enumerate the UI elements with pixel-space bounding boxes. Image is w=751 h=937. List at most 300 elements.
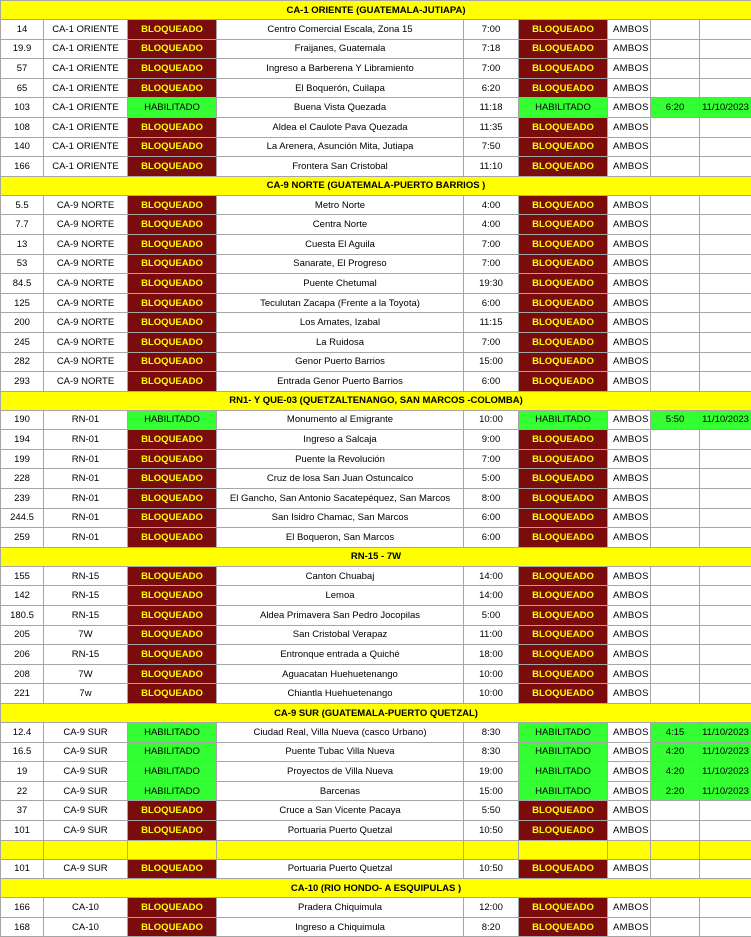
reopen-time-cell — [651, 332, 700, 352]
reopen-time-cell — [651, 293, 700, 313]
reopen-time-cell — [651, 372, 700, 392]
reopen-time-cell — [651, 234, 700, 254]
road-cell: 7w — [44, 684, 128, 704]
direction-cell: AMBOS — [608, 410, 651, 430]
reopen-time-cell — [651, 664, 700, 684]
road-cell: CA-1 ORIENTE — [44, 137, 128, 157]
time-cell: 7:00 — [464, 59, 519, 79]
blank-cell — [44, 840, 128, 859]
blank-cell — [464, 840, 519, 859]
road-cell: CA-9 NORTE — [44, 254, 128, 274]
reopen-time-cell — [651, 508, 700, 528]
place-cell: Proyectos de Villa Nueva — [217, 762, 464, 782]
time-cell: 10:50 — [464, 859, 519, 879]
direction-cell: AMBOS — [608, 59, 651, 79]
road-cell: RN-15 — [44, 586, 128, 606]
road-cell: CA-1 ORIENTE — [44, 157, 128, 177]
table-row — [1, 625, 751, 645]
time-cell: 5:00 — [464, 606, 519, 626]
place-cell: Barcenas — [217, 781, 464, 801]
place-cell: San Cristobal Verapaz — [217, 625, 464, 645]
status2-cell: BLOQUEADO — [519, 20, 608, 40]
table-row — [1, 684, 751, 704]
road-cell: CA-1 ORIENTE — [44, 98, 128, 118]
table-row — [1, 98, 751, 118]
km-cell: 208 — [1, 664, 44, 684]
table-row — [1, 78, 751, 98]
time-cell: 10:00 — [464, 684, 519, 704]
km-cell: 37 — [1, 801, 44, 821]
section-title: RN1- Y QUE-03 (QUETZALTENANGO, SAN MARCOS -COLOMBA) — [1, 391, 751, 410]
km-cell: 53 — [1, 254, 44, 274]
time-cell: 4:00 — [464, 195, 519, 215]
time-cell: 14:00 — [464, 586, 519, 606]
place-cell: El Boquerón, Cuilapa — [217, 78, 464, 98]
status2-cell: BLOQUEADO — [519, 859, 608, 879]
road-cell: RN-01 — [44, 489, 128, 509]
time-cell: 8:20 — [464, 917, 519, 937]
time-cell: 7:00 — [464, 234, 519, 254]
time-cell: 7:00 — [464, 449, 519, 469]
status-cell: BLOQUEADO — [128, 274, 217, 294]
km-cell: 101 — [1, 820, 44, 840]
section-header — [1, 879, 751, 898]
direction-cell: AMBOS — [608, 234, 651, 254]
place-cell: El Boqueron, San Marcos — [217, 528, 464, 548]
status-cell: HABILITADO — [128, 98, 217, 118]
km-cell: 5.5 — [1, 195, 44, 215]
road-cell: CA-9 NORTE — [44, 195, 128, 215]
direction-cell: AMBOS — [608, 469, 651, 489]
direction-cell: AMBOS — [608, 20, 651, 40]
time-cell: 7:00 — [464, 254, 519, 274]
section-title: RN-15 - 7W — [1, 547, 751, 566]
time-cell: 18:00 — [464, 645, 519, 665]
status2-cell: BLOQUEADO — [519, 215, 608, 235]
road-cell: CA-10 — [44, 917, 128, 937]
reopen-time-cell — [651, 59, 700, 79]
km-cell: 282 — [1, 352, 44, 372]
table-row — [1, 313, 751, 333]
status2-cell: BLOQUEADO — [519, 508, 608, 528]
blank-cell — [217, 840, 464, 859]
status-cell: BLOQUEADO — [128, 195, 217, 215]
table-row — [1, 449, 751, 469]
km-cell: 199 — [1, 449, 44, 469]
reopen-time-cell — [651, 430, 700, 450]
reopen-date-cell — [700, 566, 751, 586]
table-row — [1, 801, 751, 821]
reopen-time-cell — [651, 20, 700, 40]
direction-cell: AMBOS — [608, 606, 651, 626]
reopen-time-cell — [651, 801, 700, 821]
km-cell: 200 — [1, 313, 44, 333]
status-cell: HABILITADO — [128, 723, 217, 743]
reopen-time-cell — [651, 274, 700, 294]
status-cell: BLOQUEADO — [128, 234, 217, 254]
km-cell: 19 — [1, 762, 44, 782]
blank-cell — [608, 840, 651, 859]
place-cell: Chiantla Huehuetenango — [217, 684, 464, 704]
reopen-date-cell — [700, 274, 751, 294]
reopen-date-cell — [700, 664, 751, 684]
road-cell: CA-1 ORIENTE — [44, 20, 128, 40]
section-title: CA-9 NORTE (GUATEMALA-PUERTO BARRIOS ) — [1, 176, 751, 195]
reopen-time-cell — [651, 137, 700, 157]
time-cell: 10:00 — [464, 664, 519, 684]
reopen-date-cell — [700, 293, 751, 313]
road-cell: CA-9 NORTE — [44, 352, 128, 372]
status2-cell: BLOQUEADO — [519, 332, 608, 352]
status-cell: BLOQUEADO — [128, 645, 217, 665]
status2-cell: BLOQUEADO — [519, 664, 608, 684]
place-cell: Lemoa — [217, 586, 464, 606]
time-cell: 11:18 — [464, 98, 519, 118]
direction-cell: AMBOS — [608, 820, 651, 840]
time-cell: 7:00 — [464, 20, 519, 40]
place-cell: Metro Norte — [217, 195, 464, 215]
status2-cell: BLOQUEADO — [519, 293, 608, 313]
time-cell: 7:50 — [464, 137, 519, 157]
direction-cell: AMBOS — [608, 801, 651, 821]
time-cell: 5:50 — [464, 801, 519, 821]
status2-cell: BLOQUEADO — [519, 684, 608, 704]
road-cell: RN-01 — [44, 410, 128, 430]
reopen-date-cell — [700, 469, 751, 489]
reopen-date-cell — [700, 117, 751, 137]
road-cell: CA-9 NORTE — [44, 215, 128, 235]
time-cell: 8:00 — [464, 489, 519, 509]
reopen-date-cell: 11/10/2023 — [700, 98, 751, 118]
reopen-date-cell — [700, 859, 751, 879]
reopen-date-cell — [700, 137, 751, 157]
blank-cell — [700, 840, 751, 859]
km-cell: 166 — [1, 157, 44, 177]
time-cell: 8:30 — [464, 723, 519, 743]
section-title: CA-9 SUR (GUATEMALA-PUERTO QUETZAL) — [1, 704, 751, 723]
km-cell: 84.5 — [1, 274, 44, 294]
table-row — [1, 664, 751, 684]
direction-cell: AMBOS — [608, 449, 651, 469]
status-cell: BLOQUEADO — [128, 313, 217, 333]
direction-cell: AMBOS — [608, 274, 651, 294]
road-cell: CA-9 SUR — [44, 762, 128, 782]
time-cell: 11:15 — [464, 313, 519, 333]
place-cell: Cruce a San Vicente Pacaya — [217, 801, 464, 821]
time-cell: 7:18 — [464, 39, 519, 59]
km-cell: 244.5 — [1, 508, 44, 528]
table-row — [1, 215, 751, 235]
place-cell: Entronque entrada a Quiché — [217, 645, 464, 665]
status-cell: HABILITADO — [128, 742, 217, 762]
place-cell: Sanarate, El Progreso — [217, 254, 464, 274]
place-cell: Ingreso a Salcaja — [217, 430, 464, 450]
status-cell: HABILITADO — [128, 410, 217, 430]
place-cell: Puente Chetumal — [217, 274, 464, 294]
time-cell: 6:20 — [464, 78, 519, 98]
road-cell: CA-9 SUR — [44, 820, 128, 840]
time-cell: 19:00 — [464, 762, 519, 782]
status2-cell: BLOQUEADO — [519, 195, 608, 215]
time-cell: 12:00 — [464, 898, 519, 918]
direction-cell: AMBOS — [608, 117, 651, 137]
direction-cell: AMBOS — [608, 917, 651, 937]
km-cell: 125 — [1, 293, 44, 313]
table-row — [1, 137, 751, 157]
table-row — [1, 508, 751, 528]
reopen-time-cell — [651, 78, 700, 98]
reopen-time-cell: 4:15 — [651, 723, 700, 743]
km-cell: 155 — [1, 566, 44, 586]
place-cell: El Gancho, San Antonio Sacatepéquez, San Marcos — [217, 489, 464, 509]
reopen-date-cell — [700, 254, 751, 274]
status2-cell: BLOQUEADO — [519, 469, 608, 489]
km-cell: 140 — [1, 137, 44, 157]
time-cell: 14:00 — [464, 566, 519, 586]
place-cell: Cuesta El Aguila — [217, 234, 464, 254]
table-row — [1, 820, 751, 840]
status2-cell: BLOQUEADO — [519, 78, 608, 98]
reopen-time-cell — [651, 117, 700, 137]
status-cell: HABILITADO — [128, 781, 217, 801]
section-header — [1, 1, 751, 20]
direction-cell: AMBOS — [608, 723, 651, 743]
table-row — [1, 117, 751, 137]
reopen-time-cell — [651, 352, 700, 372]
status2-cell: BLOQUEADO — [519, 820, 608, 840]
reopen-date-cell — [700, 625, 751, 645]
direction-cell: AMBOS — [608, 625, 651, 645]
time-cell: 15:00 — [464, 781, 519, 801]
reopen-time-cell — [651, 528, 700, 548]
reopen-date-cell — [700, 449, 751, 469]
reopen-time-cell — [651, 684, 700, 704]
blank-cell — [651, 840, 700, 859]
km-cell: 293 — [1, 372, 44, 392]
place-cell: Monumento al Emigrante — [217, 410, 464, 430]
status-cell: BLOQUEADO — [128, 664, 217, 684]
table-row — [1, 898, 751, 918]
km-cell: 7.7 — [1, 215, 44, 235]
status2-cell: BLOQUEADO — [519, 313, 608, 333]
place-cell: Fraijanes, Guatemala — [217, 39, 464, 59]
reopen-date-cell: 11/10/2023 — [700, 781, 751, 801]
table-row — [1, 723, 751, 743]
direction-cell: AMBOS — [608, 586, 651, 606]
road-cell: RN-15 — [44, 606, 128, 626]
reopen-date-cell — [700, 78, 751, 98]
status-cell: BLOQUEADO — [128, 449, 217, 469]
reopen-date-cell — [700, 39, 751, 59]
reopen-time-cell — [651, 195, 700, 215]
status2-cell: BLOQUEADO — [519, 254, 608, 274]
reopen-time-cell — [651, 820, 700, 840]
reopen-time-cell — [651, 449, 700, 469]
place-cell: Buena Vista Quezada — [217, 98, 464, 118]
section-title: CA-1 ORIENTE (GUATEMALA-JUTIAPA) — [1, 1, 751, 20]
reopen-time-cell — [651, 645, 700, 665]
status-cell: BLOQUEADO — [128, 59, 217, 79]
time-cell: 15:00 — [464, 352, 519, 372]
table-row — [1, 762, 751, 782]
table-row — [1, 20, 751, 40]
road-cell: CA-1 ORIENTE — [44, 117, 128, 137]
reopen-time-cell — [651, 157, 700, 177]
km-cell: 57 — [1, 59, 44, 79]
status2-cell: BLOQUEADO — [519, 137, 608, 157]
km-cell: 22 — [1, 781, 44, 801]
place-cell: Ingreso a Barberena Y Libramiento — [217, 59, 464, 79]
direction-cell: AMBOS — [608, 528, 651, 548]
km-cell: 245 — [1, 332, 44, 352]
status2-cell: HABILITADO — [519, 98, 608, 118]
direction-cell: AMBOS — [608, 78, 651, 98]
place-cell: La Ruidosa — [217, 332, 464, 352]
status2-cell: BLOQUEADO — [519, 645, 608, 665]
reopen-time-cell — [651, 313, 700, 333]
status-cell: BLOQUEADO — [128, 469, 217, 489]
section-header — [1, 176, 751, 195]
status2-cell: HABILITADO — [519, 742, 608, 762]
reopen-date-cell: 11/10/2023 — [700, 762, 751, 782]
time-cell: 6:00 — [464, 528, 519, 548]
km-cell: 12.4 — [1, 723, 44, 743]
reopen-date-cell — [700, 157, 751, 177]
direction-cell: AMBOS — [608, 859, 651, 879]
status2-cell: HABILITADO — [519, 781, 608, 801]
reopen-date-cell — [700, 430, 751, 450]
place-cell: Puente Tubac Villa Nueva — [217, 742, 464, 762]
reopen-time-cell — [651, 917, 700, 937]
road-cell: CA-1 ORIENTE — [44, 59, 128, 79]
place-cell: Frontera San Cristobal — [217, 157, 464, 177]
km-cell: 14 — [1, 20, 44, 40]
status-cell: BLOQUEADO — [128, 254, 217, 274]
reopen-date-cell — [700, 684, 751, 704]
reopen-time-cell — [651, 215, 700, 235]
km-cell: 190 — [1, 410, 44, 430]
status2-cell: BLOQUEADO — [519, 528, 608, 548]
reopen-date-cell: 11/10/2023 — [700, 742, 751, 762]
km-cell: 13 — [1, 234, 44, 254]
direction-cell: AMBOS — [608, 352, 651, 372]
section-header — [1, 704, 751, 723]
status-cell: BLOQUEADO — [128, 157, 217, 177]
direction-cell: AMBOS — [608, 137, 651, 157]
status-cell: BLOQUEADO — [128, 801, 217, 821]
place-cell: Portuaria Puerto Quetzal — [217, 820, 464, 840]
road-cell: CA-9 NORTE — [44, 332, 128, 352]
road-cell: RN-01 — [44, 469, 128, 489]
direction-cell: AMBOS — [608, 98, 651, 118]
place-cell: Ciudad Real, Villa Nueva (casco Urbano) — [217, 723, 464, 743]
reopen-date-cell — [700, 332, 751, 352]
status-cell: BLOQUEADO — [128, 898, 217, 918]
table-row — [1, 293, 751, 313]
table-row — [1, 157, 751, 177]
table-row — [1, 645, 751, 665]
status2-cell: BLOQUEADO — [519, 801, 608, 821]
road-cell: CA-9 SUR — [44, 859, 128, 879]
reopen-time-cell — [651, 625, 700, 645]
status-cell: BLOQUEADO — [128, 508, 217, 528]
time-cell: 7:00 — [464, 332, 519, 352]
reopen-time-cell — [651, 606, 700, 626]
reopen-date-cell — [700, 215, 751, 235]
road-cell: CA-9 NORTE — [44, 274, 128, 294]
status2-cell: BLOQUEADO — [519, 234, 608, 254]
status-cell: BLOQUEADO — [128, 430, 217, 450]
road-cell: CA-9 NORTE — [44, 293, 128, 313]
place-cell: Aldea Primavera San Pedro Jocopilas — [217, 606, 464, 626]
place-cell: San Isidro Chamac, San Marcos — [217, 508, 464, 528]
km-cell: 142 — [1, 586, 44, 606]
reopen-date-cell — [700, 195, 751, 215]
status-cell: BLOQUEADO — [128, 820, 217, 840]
reopen-date-cell — [700, 313, 751, 333]
road-cell: CA-9 NORTE — [44, 372, 128, 392]
status2-cell: BLOQUEADO — [519, 625, 608, 645]
direction-cell: AMBOS — [608, 313, 651, 333]
direction-cell: AMBOS — [608, 566, 651, 586]
direction-cell: AMBOS — [608, 254, 651, 274]
direction-cell: AMBOS — [608, 215, 651, 235]
direction-cell: AMBOS — [608, 39, 651, 59]
status-cell: BLOQUEADO — [128, 117, 217, 137]
time-cell: 4:00 — [464, 215, 519, 235]
status2-cell: BLOQUEADO — [519, 117, 608, 137]
reopen-date-cell — [700, 352, 751, 372]
place-cell: Los Amates, Izabal — [217, 313, 464, 333]
road-cell: CA-9 NORTE — [44, 313, 128, 333]
status2-cell: BLOQUEADO — [519, 449, 608, 469]
status-cell: BLOQUEADO — [128, 332, 217, 352]
road-cell: CA-9 SUR — [44, 781, 128, 801]
status2-cell: BLOQUEADO — [519, 157, 608, 177]
status-cell: BLOQUEADO — [128, 215, 217, 235]
road-cell: RN-15 — [44, 566, 128, 586]
km-cell: 101 — [1, 859, 44, 879]
reopen-time-cell — [651, 489, 700, 509]
status2-cell: BLOQUEADO — [519, 59, 608, 79]
blank-cell — [519, 840, 608, 859]
table-row — [1, 195, 751, 215]
reopen-date-cell — [700, 645, 751, 665]
reopen-time-cell — [651, 566, 700, 586]
place-cell: Entrada Genor Puerto Barrios — [217, 372, 464, 392]
direction-cell: AMBOS — [608, 157, 651, 177]
km-cell: 180.5 — [1, 606, 44, 626]
status-cell: BLOQUEADO — [128, 684, 217, 704]
status-cell: BLOQUEADO — [128, 20, 217, 40]
road-cell: CA-9 SUR — [44, 801, 128, 821]
direction-cell: AMBOS — [608, 508, 651, 528]
km-cell: 65 — [1, 78, 44, 98]
reopen-date-cell — [700, 917, 751, 937]
place-cell: Cruz de losa San Juan Ostuncalco — [217, 469, 464, 489]
place-cell: Pradera Chiquimula — [217, 898, 464, 918]
reopen-date-cell: 11/10/2023 — [700, 410, 751, 430]
direction-cell: AMBOS — [608, 762, 651, 782]
status-cell: BLOQUEADO — [128, 39, 217, 59]
direction-cell: AMBOS — [608, 430, 651, 450]
direction-cell: AMBOS — [608, 781, 651, 801]
reopen-time-cell — [651, 586, 700, 606]
status2-cell: BLOQUEADO — [519, 430, 608, 450]
time-cell: 6:00 — [464, 508, 519, 528]
status2-cell: BLOQUEADO — [519, 566, 608, 586]
place-cell: Ingreso a Chiquimula — [217, 917, 464, 937]
